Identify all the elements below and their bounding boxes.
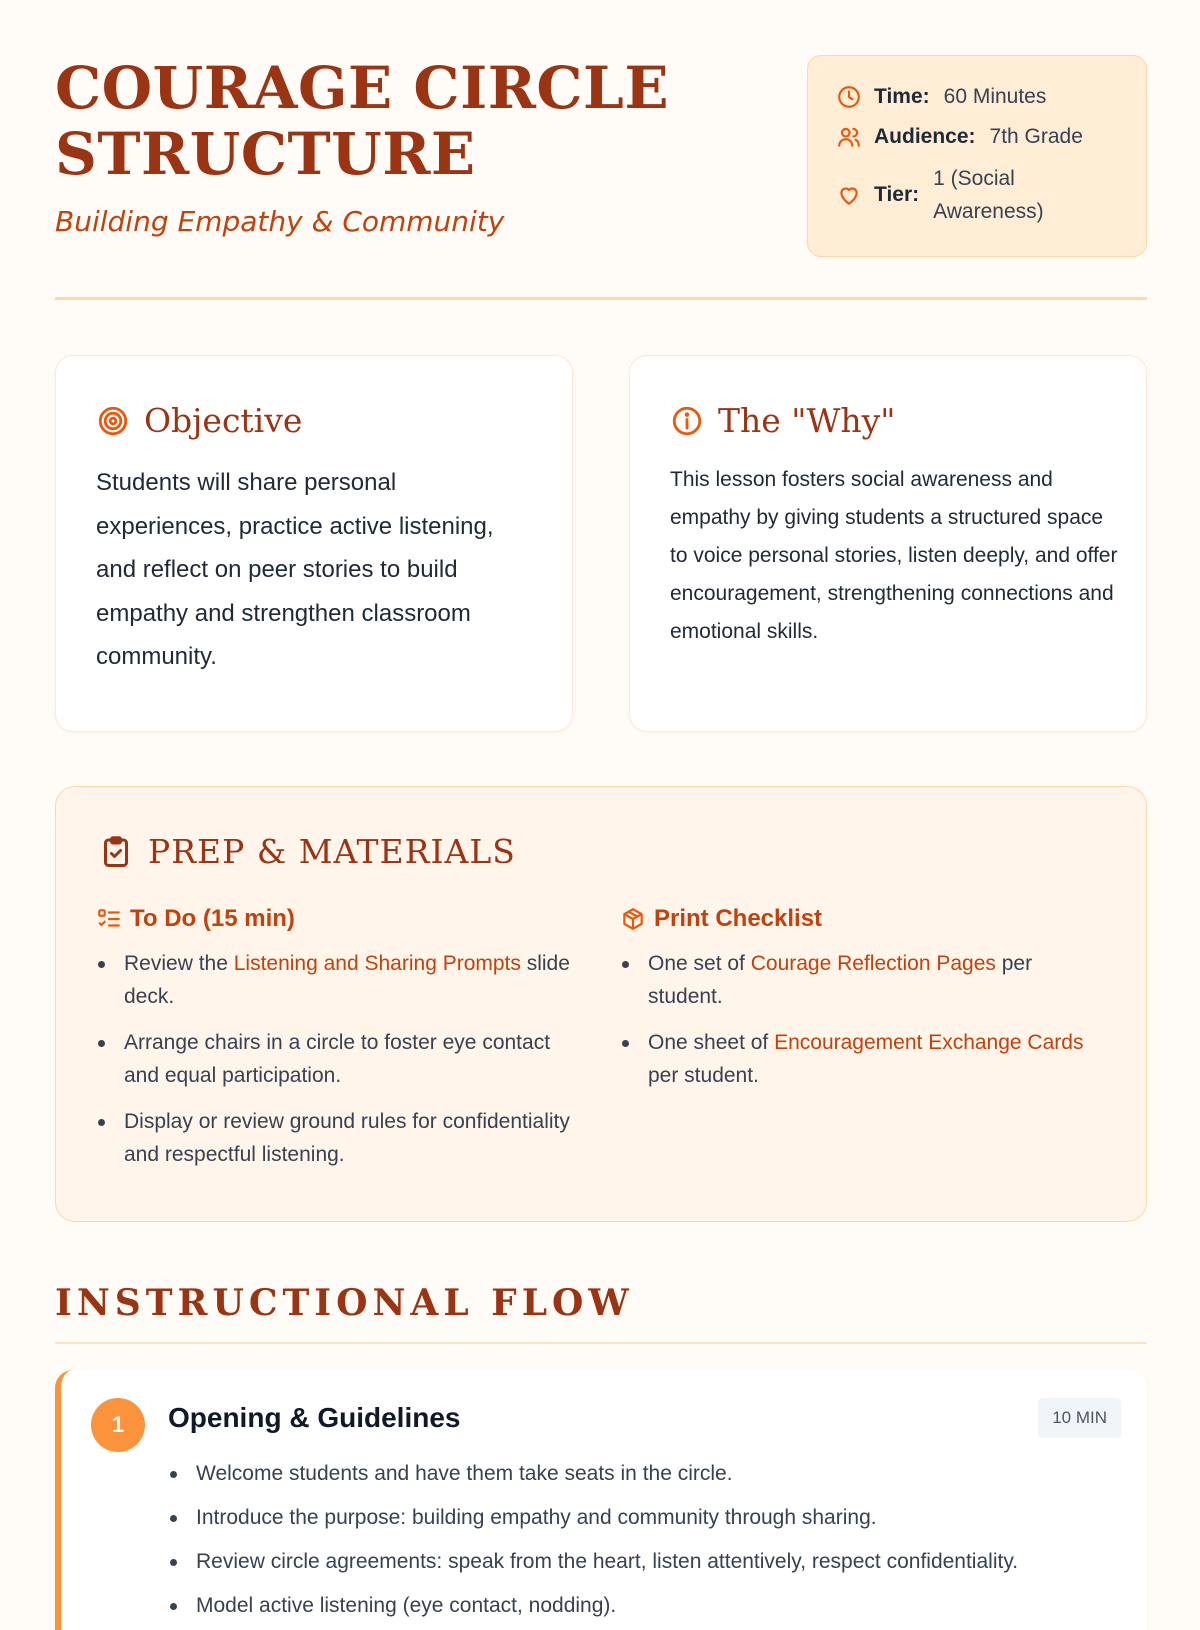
meta-time-value: 60 Minutes <box>943 85 1047 108</box>
meta-tier-label: Tier: <box>874 183 920 206</box>
objective-heading: Objective <box>144 401 303 440</box>
print-header <box>620 905 1110 933</box>
list-item: Model active listening (eye contact, nodding). <box>168 1584 1128 1628</box>
step-duration-badge: 10 MIN <box>1038 1398 1121 1438</box>
print-item-1-text: One set of <box>648 952 751 975</box>
header <box>55 55 1147 255</box>
todo-header <box>96 905 586 933</box>
step-title: Opening & Guidelines <box>168 1402 461 1433</box>
list-item <box>620 1026 1110 1092</box>
clock-icon <box>836 84 862 110</box>
page-title: COURAGE CIRCLE STRUCTURE <box>55 54 670 188</box>
prep-header <box>98 832 516 871</box>
todo-list <box>96 947 586 1171</box>
info-icon <box>670 404 704 438</box>
meta-audience <box>836 124 1083 150</box>
step-number-badge: 1 <box>91 1398 145 1452</box>
meta-time-label: Time: <box>874 85 930 108</box>
meta-audience-value: 7th Grade <box>989 125 1083 148</box>
meta-tier <box>836 162 1063 228</box>
page-subtitle: Building Empathy & Community <box>55 205 505 238</box>
prep-heading: PREP & MATERIALS <box>148 832 516 871</box>
lesson-page <box>55 0 1147 1617</box>
header-divider <box>55 297 1147 300</box>
objective-text: Students will share personal experiences, practice active listening, and reflect on peer stories to build empathy and strengthen classroom community. <box>96 469 494 670</box>
clipboard-check-icon <box>98 834 134 870</box>
users-icon <box>836 124 862 150</box>
package-icon <box>620 906 646 932</box>
listening-prompts-link[interactable]: Listening and Sharing Prompts <box>233 952 521 975</box>
meta-time <box>836 84 1046 110</box>
why-heading: The "Why" <box>718 401 896 440</box>
print-heading: Print Checklist <box>654 905 823 932</box>
prep-materials-panel <box>55 786 1147 1222</box>
list-item <box>96 947 586 1013</box>
encouragement-cards-link[interactable]: Encouragement Exchange Cards <box>774 1031 1084 1054</box>
meta-audience-label: Audience: <box>874 125 976 148</box>
print-list <box>620 947 1110 1092</box>
list-item: Welcome students and have them take seats in the circle. <box>168 1452 1128 1496</box>
list-item <box>620 947 1110 1013</box>
target-icon <box>96 404 130 438</box>
list-item: Review circle agreements: speak from the heart, listen attentively, respect confidentiality. <box>168 1540 1128 1584</box>
print-item-1-suffix: per student. <box>648 952 1033 1008</box>
lesson-meta-box <box>807 55 1147 257</box>
why-card <box>629 355 1147 732</box>
flow-heading: INSTRUCTIONAL FLOW <box>55 1282 634 1324</box>
flow-step-1 <box>55 1370 1147 1630</box>
list-item: Display or review ground rules for confidentiality and respectful listening. <box>96 1105 586 1171</box>
why-header <box>670 401 895 440</box>
print-item-2-suffix: per student. <box>648 1064 759 1087</box>
heart-icon <box>836 182 862 208</box>
todo-column <box>96 905 586 1184</box>
print-column <box>620 905 1110 1105</box>
objective-header <box>96 401 302 440</box>
todo-item-1-suffix: slide deck. <box>124 952 570 1008</box>
print-item-2-text: One sheet of <box>648 1031 775 1054</box>
list-item: Arrange chairs in a circle to foster eye contact and equal participation. <box>96 1026 586 1092</box>
objective-card <box>55 355 573 732</box>
why-text: This lesson fosters social awareness and empathy by giving students a structured space to voice personal stories, listen deeply, and offer encouragement, strengthening connections and emotional skills. <box>670 468 1118 643</box>
todo-item-1-text: Review the <box>124 952 234 975</box>
todo-heading: To Do (15 min) <box>130 905 295 932</box>
list-item: Introduce the purpose: building empathy and community through sharing. <box>168 1496 1128 1540</box>
flow-divider <box>55 1342 1147 1344</box>
meta-tier-value: 1 (Social Awareness) <box>933 167 1044 223</box>
reflection-pages-link[interactable]: Courage Reflection Pages <box>750 952 996 975</box>
step-activity-list <box>168 1452 1128 1628</box>
checklist-icon <box>96 906 122 932</box>
